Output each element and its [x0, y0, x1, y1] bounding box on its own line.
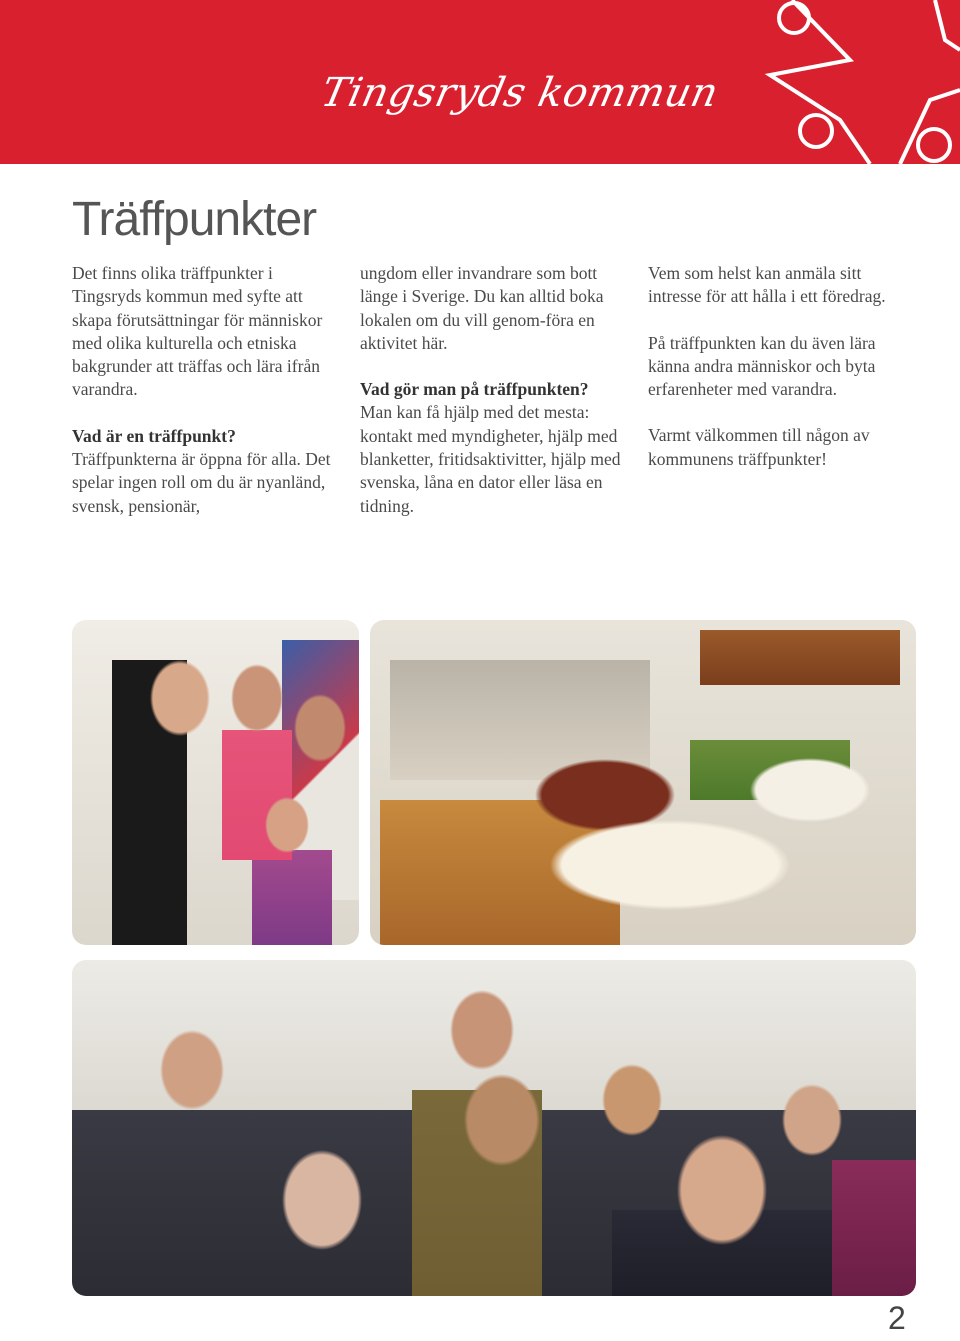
star-decoration-icon	[700, 0, 960, 164]
municipality-logo: Tingsryds kommun	[317, 70, 723, 116]
continuation-paragraph: ungdom eller invandrare som bott länge i Sverige. Du kan alltid boka lokalen om du vill genom-föra en aktivitet här.	[360, 263, 604, 353]
text-column-2	[360, 262, 630, 541]
what-to-do-paragraph: Vad gör man på träffpunkten? Man kan få hjälp med det mesta: kontakt med myndigheter, hjälp med blanketter, fritidsaktivitter, hjälp med svenska, låna en dator eller läsa en tidning.	[360, 378, 630, 518]
welcome-paragraph: Varmt välkommen till någon av kommunens träffpunkter!	[648, 425, 870, 469]
meet-people-paragraph: På träffpunkten kan du även lära känna andra människor och byta erfarenheter med varandra.	[648, 332, 876, 400]
text-column-3	[648, 262, 918, 494]
section-heading: Vad gör man på träffpunkten?	[360, 379, 589, 400]
page-title: Träffpunkter	[72, 193, 317, 246]
section-heading: Vad är en träffpunkt?	[72, 425, 236, 446]
what-is-paragraph: Vad är en träffpunkt? Träffpunkterna är öppna för alla. Det spelar ingen roll om du är nyanländ, svensk, pensionär,	[72, 425, 342, 518]
text-column-1	[72, 262, 342, 541]
photo-audience-crowd	[72, 960, 916, 1296]
header-banner	[0, 0, 960, 164]
lecture-paragraph: Vem som helst kan anmäla sitt intresse för att hålla i ett föredrag.	[648, 263, 886, 307]
photo-girls-at-meeting-point	[72, 620, 359, 945]
photo-food-buffet	[370, 620, 916, 945]
page-number: 2	[888, 1300, 906, 1336]
intro-paragraph: Det finns olika träffpunkter i Tingsryds kommun med syfte att skapa förutsättningar för människor med olika kulturella och etniska bakgrunder att träffas och lära ifrån varandra.	[72, 263, 323, 400]
